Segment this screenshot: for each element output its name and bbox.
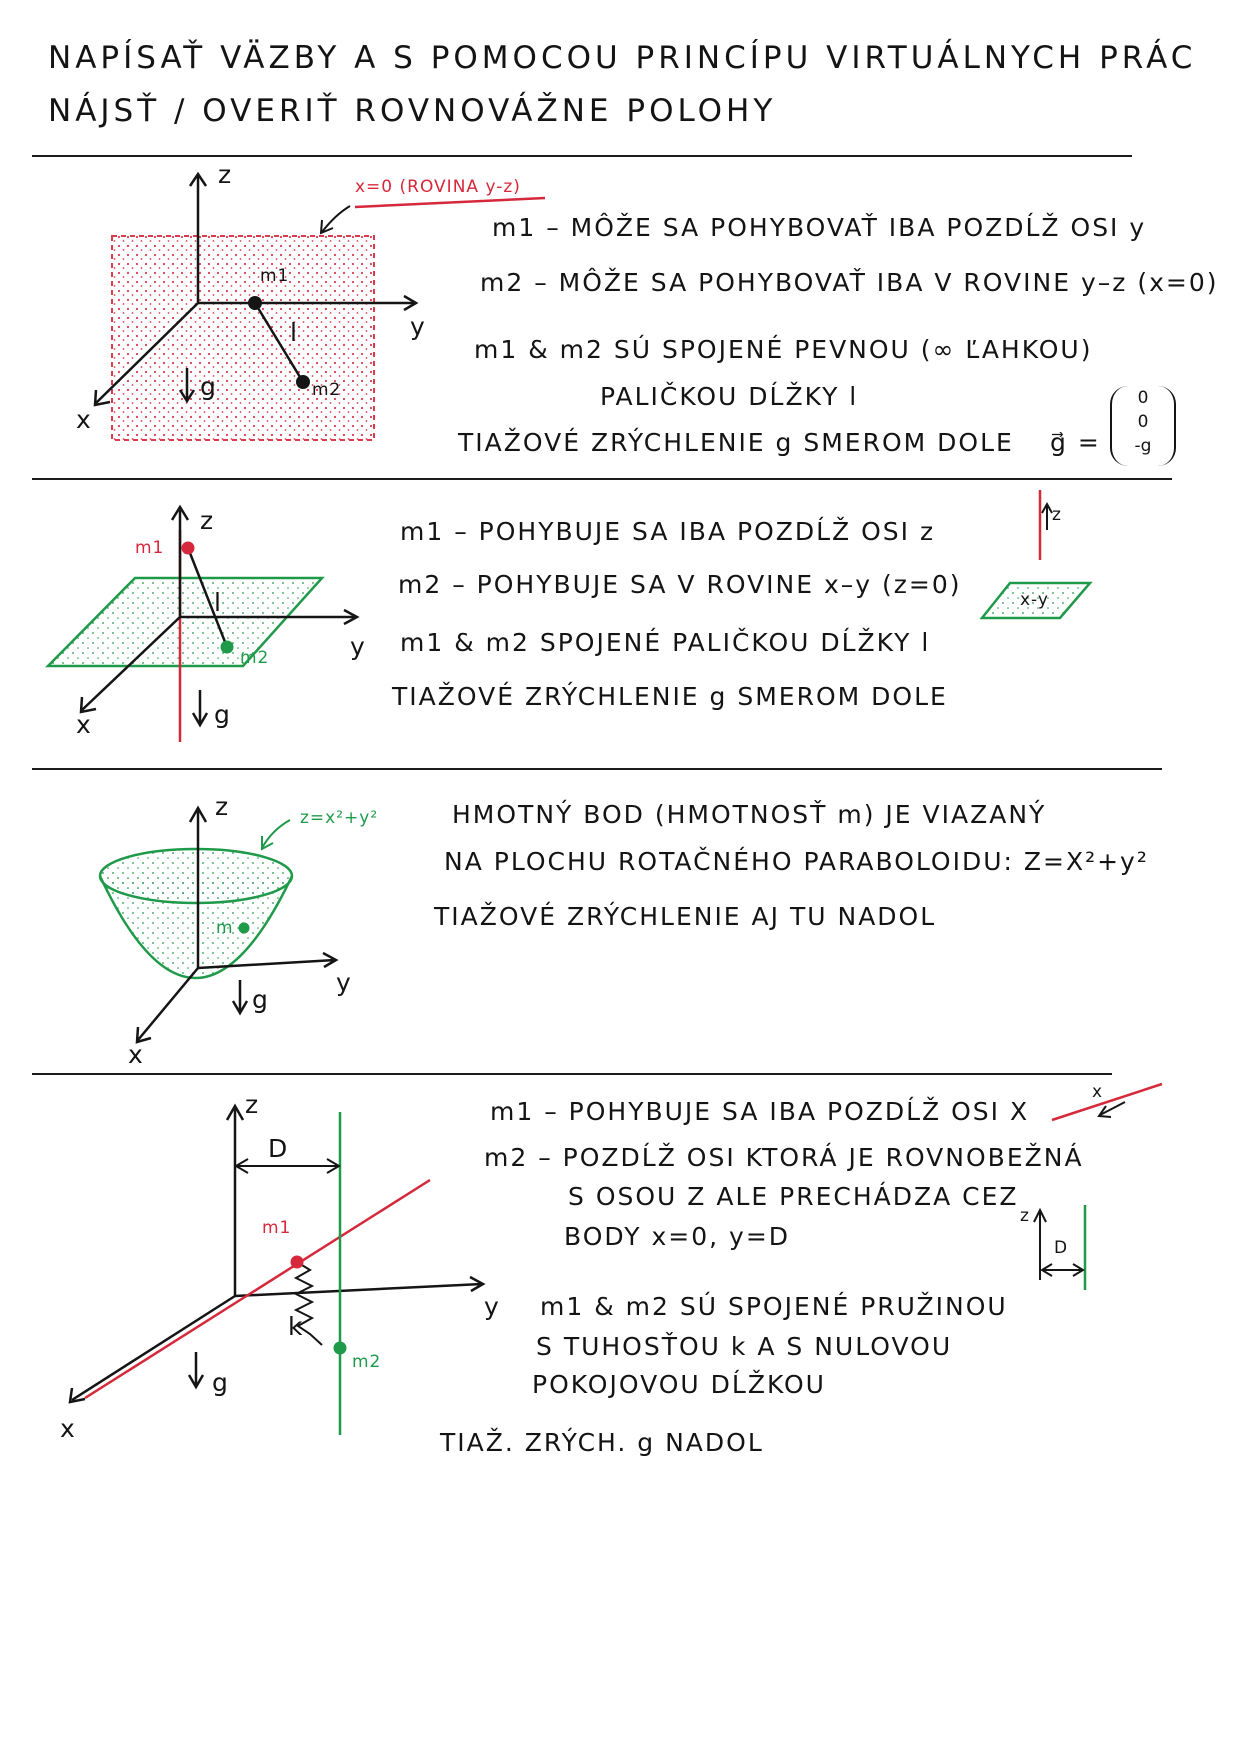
p1-m2-dot [296, 375, 310, 389]
p1-line-3: m1 & m2 SÚ SPOJENÉ PEVNOU (∞ ĽAHKOU) [474, 335, 1093, 364]
p2-gravity-label: g [214, 700, 232, 729]
p4-inset-x-label: x [1092, 1082, 1104, 1102]
p1-m1-dot [248, 296, 262, 310]
p4-m2-label: m2 [352, 1352, 382, 1372]
title-line-2: NÁJSŤ / OVERIŤ ROVNOVÁŽNE POLOHY [48, 93, 777, 129]
p4-m2-dot [334, 1342, 347, 1355]
p3-line-2: NA PLOCHU ROTAČNÉHO PARABOLOIDU: Z=X²+y² [444, 847, 1149, 876]
p2-line-2: m2 – POHYBUJE SA V ROVINE x–y (z=0) [398, 570, 962, 599]
p1-m2-label: m2 [312, 380, 342, 400]
p2-m2-dot [221, 641, 234, 654]
p4-distance-label: D [268, 1134, 290, 1163]
xy-plane [48, 578, 322, 666]
p4-axis-z-label: z [245, 1090, 261, 1119]
p4-line-3: S OSOU Z ALE PRECHÁDZA CEZ [568, 1182, 1019, 1211]
p4-inset-d-label: D [1054, 1238, 1069, 1258]
p4-x-axis [72, 1296, 235, 1400]
p4-y-axis [235, 1284, 482, 1296]
p2-inset-z-label: z [1052, 505, 1062, 525]
p4-axis-x-label: x [60, 1414, 77, 1443]
p4-axis-y-label: y [484, 1292, 501, 1321]
problem1-diagram [95, 174, 545, 440]
p4-line-4: BODY x=0, y=D [564, 1222, 791, 1251]
p2-axis-y-label: y [350, 632, 367, 661]
p4-m1-dot [291, 1256, 304, 1269]
p1-line-4: PALIČKOU DĹŽKY l [600, 382, 859, 411]
p4-line-6: S TUHOSŤOU k A S NULOVOU [536, 1332, 953, 1361]
p1-vector [1110, 386, 1176, 466]
p1-m1-label: m1 [260, 266, 290, 286]
p2-axis-z-label: z [200, 506, 216, 535]
yz-plane [112, 236, 374, 440]
p1-axis-z-label: z [218, 160, 234, 189]
p4-gravity-label: g [212, 1368, 230, 1397]
p4-line-7: POKOJOVOU DĹŽKOU [532, 1370, 826, 1399]
p4-inset-z-label: z [1020, 1206, 1030, 1226]
title-line-1: NAPÍSAŤ VÄZBY A S POMOCOU PRINCÍPU VIRTUÁLNYCH PRÁC [48, 40, 1197, 76]
p1-line-5: TIAŽOVÉ ZRÝCHLENIE g SMEROM DOLE [458, 428, 1014, 457]
p3-line-1: HMOTNÝ BOD (HMOTNOSŤ m) JE VIAZANÝ [452, 800, 1047, 829]
p1-vector-z: -g [1134, 436, 1152, 456]
p1-vector-x: 0 [1137, 388, 1149, 408]
p1-axis-y-label: y [410, 312, 427, 341]
p2-line-1: m1 – POHYBUJE SA IBA POZDĹŽ OSI z [400, 517, 936, 546]
p1-rod-label: l [290, 318, 299, 347]
p1-axis-x-label: x [76, 405, 93, 434]
p1-plane-label: x=0 (ROVINA y-z) [355, 177, 521, 197]
p3-gravity-label: g [252, 985, 270, 1014]
p2-rod-label: l [214, 588, 223, 617]
p2-inset-plane-label: x-y [1020, 590, 1049, 610]
p2-m1-dot [182, 542, 195, 555]
p1-line-2: m2 – MÔŽE SA POHYBOVAŤ IBA V ROVINE y–z (x=0) [480, 268, 1219, 297]
p4-line-1: m1 – POHYBUJE SA IBA POZDĹŽ OSI X [490, 1097, 1030, 1126]
p1-vector-label: g⃗ = [1050, 428, 1101, 457]
p2-m2-label: m2 [240, 648, 270, 668]
p3-surface-label: z=x²+y² [300, 808, 379, 828]
p3-x-axis [138, 968, 198, 1040]
p1-gravity-label: g [200, 372, 218, 401]
p4-line-2: m2 – POZDĹŽ OSI KTORÁ JE ROVNOBEŽNÁ [484, 1143, 1084, 1172]
p1-line-1: m1 – MÔŽE SA POHYBOVAŤ IBA POZDĹŽ OSI y [492, 213, 1147, 242]
p3-axis-y-label: y [336, 968, 353, 997]
paraboloid-rim [100, 849, 292, 903]
p2-axis-x-label: x [76, 710, 93, 739]
p4-line-8: TIAŽ. ZRÝCH. g NADOL [440, 1428, 764, 1457]
p3-line-3: TIAŽOVÉ ZRÝCHLENIE AJ TU NADOL [434, 902, 937, 931]
p1-vector-y: 0 [1137, 412, 1149, 432]
p3-mass-dot [239, 923, 250, 934]
p2-line-3: m1 & m2 SPOJENÉ PALIČKOU DĹŽKY l [400, 628, 931, 657]
p2-m1-label: m1 [135, 538, 165, 558]
p4-m1-label: m1 [262, 1218, 292, 1238]
p3-mass-label: m [216, 918, 234, 938]
p3-axis-z-label: z [215, 792, 231, 821]
p4-inset-x-line [1052, 1084, 1162, 1120]
p4-line-5: m1 & m2 SÚ SPOJENÉ PRUŽINOU [540, 1292, 1008, 1321]
p2-line-4: TIAŽOVÉ ZRÝCHLENIE g SMEROM DOLE [392, 682, 948, 711]
p4-spring-label: k [288, 1312, 305, 1341]
p3-axis-x-label: x [128, 1040, 145, 1069]
